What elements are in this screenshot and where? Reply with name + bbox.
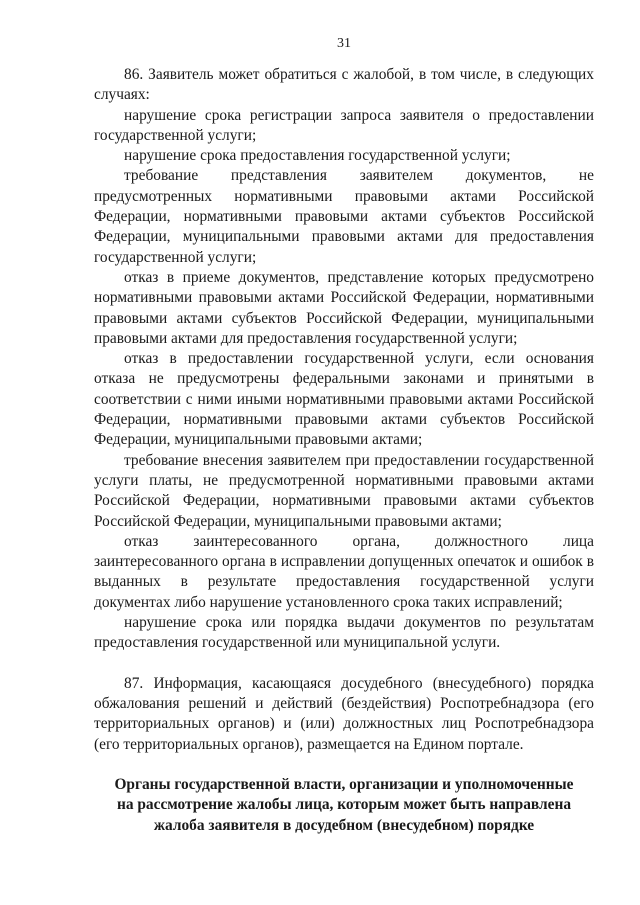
heading-line: жалоба заявителя в досудебном (внесудебном) порядке bbox=[153, 816, 535, 834]
page-number: 31 bbox=[337, 36, 351, 51]
list-item: требование внесения заявителем при предоставлении государственной услуги платы, не предусмотренной нормативными правовыми актами Российской Федерации, нормативными правовыми актами субъектов Российской Федерации, муниципальными правовыми актами; bbox=[94, 451, 594, 530]
list-item: отказ в предоставлении государственной услуги, если основания отказа не предусмотрены федеральными законами и принятыми в соответствии с ними иными нормативными правовыми актами Российской Федерации, нормативными правовыми актами субъектов Российской Федерации, муниципальными правовыми актами; bbox=[94, 350, 594, 449]
section-heading bbox=[94, 775, 594, 837]
list-item: требование представления заявителем документов, не предусмотренных нормативными правовыми актами Российской Федерации, нормативными правовыми актами субъектов Российской Федерации, муниципальными правовыми актами для предоставления государственной услуги; bbox=[94, 167, 594, 266]
paragraph-87: 87. Информация, касающаяся досудебного (внесудебного) порядка обжалования решений и действий (бездействия) Роспотребнадзора (его территориальных органов) и (или) должностных лиц Роспотребнадзора (его территориальных органов), размещается на Едином портале. bbox=[94, 674, 594, 753]
spacer bbox=[94, 654, 594, 674]
list-item: нарушение срока предоставления государственной услуги; bbox=[124, 147, 511, 165]
list-item: нарушение срока регистрации запроса заявителя о предоставлении государственной услуги; bbox=[94, 106, 594, 144]
list-item: нарушение срока или порядка выдачи документов по результатам предоставления государственной или муниципальной услуги. bbox=[94, 614, 594, 652]
list-item: отказ в приеме документов, представление которых предусмотрено нормативными правовыми актами Российской Федерации, нормативными правовыми актами субъектов Российской Федерации, муниципальными правовыми актами для предоставления государственной услуги; bbox=[94, 268, 594, 347]
heading-line: на рассмотрение жалобы лица, которым может быть направлена bbox=[116, 796, 572, 814]
spacer bbox=[94, 755, 594, 775]
heading-line: Органы государственной власти, организации и уполномоченные bbox=[114, 775, 574, 793]
list-item: отказ заинтересованного органа, должностного лица заинтересованного органа в исправлении допущенных опечаток и ошибок в выданных в результате предоставления государственной услуги документах либо нарушение установленного срока таких исправлений; bbox=[94, 532, 594, 611]
paragraph-86: 86. Заявитель может обратиться с жалобой, в том числе, в следующих случаях: bbox=[94, 66, 594, 104]
